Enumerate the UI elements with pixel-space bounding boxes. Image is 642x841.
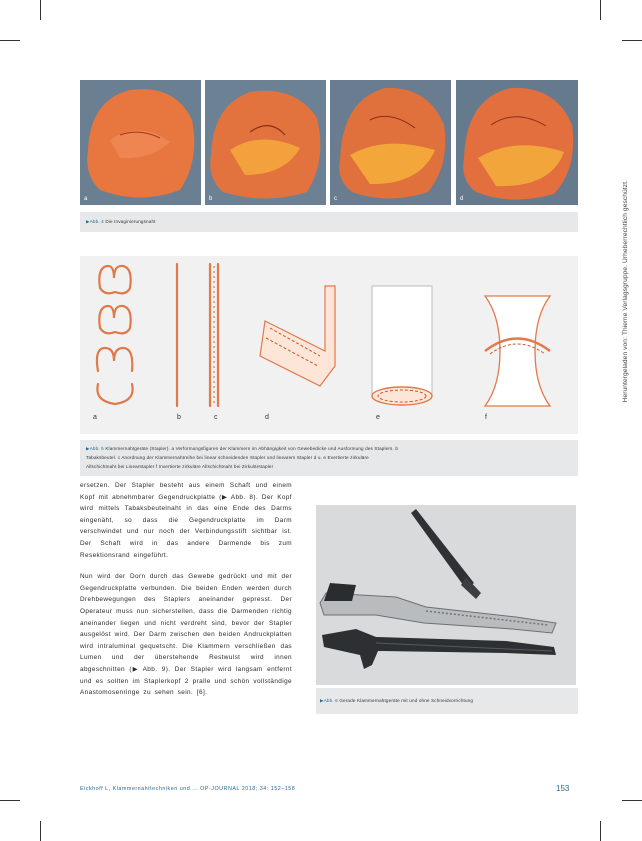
caption-line: ▶Abb. 5 Klammernahtgeräte (Stapler). a Verformungsfiguren der Klammern im Abhängigkeit von Gewebedicke und Ausformung des Staplers. b [86, 446, 399, 451]
figure6-photo [316, 505, 576, 685]
crop-mark [0, 40, 20, 41]
crop-mark [622, 40, 642, 41]
figure4-panel-letter: b [209, 196, 213, 202]
crop-mark [622, 800, 642, 801]
figure6-caption [320, 696, 576, 705]
figure5-illustration [80, 256, 578, 434]
figure5-panel-letter: a [93, 414, 97, 421]
figure5-panel-letter: d [265, 414, 269, 421]
crop-mark [0, 800, 20, 801]
crop-mark [600, 0, 601, 20]
paragraph: Nun wird der Dorn durch das Gewebe gedrückt und mit der Gegendruckplatte verbunden. Die beiden Enden werden durch Drehbewegungen des Staplers aneinander gepresst. Der Operateur muss nun sicherstellen, dass die Darmenden richtig aneinander liegen und nicht verdreht sind, bevor der Stapler ausgelöst wird. Der Darm zwischen den beiden Andruckplatten wird intraluminal gequetscht. Die Klammern verschließen das Lumen und der überstehende Restwulst wird innen abgeschnitten (▶ Abb. 9). Der Stapler wird langsam entfernt und es sollten im Staplerkopf 2 pralle und schön vollständige Anastomosenringe zu sehen sein. [6]. [80, 573, 292, 697]
figure5-panel-letter: c [214, 414, 218, 421]
figure5-panel-letter: b [177, 414, 181, 421]
caption-text: Die Invaginierungsnaht [105, 219, 156, 224]
crop-mark [40, 821, 41, 841]
body-text [80, 480, 292, 709]
figure4-photo-a [80, 80, 201, 205]
paragraph: ersetzen. Der Stapler besteht aus einem Schaft und einem Kopf mit abnehmbarer Gegendruckplatte (▶ Abb. 8). Der Kopf wird mittels Tabaksbeutelnaht in das eine Ende des Darms eingenäht, so dass die Gegendruckplatte im Darm verschwindet und nur noch der Verbindungsstift sichtbar ist. Der Schaft wird in das andere Darmende bis zum Resektionsrand eingeführt. [80, 482, 292, 559]
page-number: 153 [556, 784, 570, 793]
download-notice: Heruntergeladen von: Thieme Verlagsgruppe. Urheberrechtlich geschützt. [622, 180, 629, 403]
crop-mark [40, 0, 41, 20]
caption-label: ▶Abb. 5 [86, 446, 104, 451]
figure4-panel-letter: d [460, 196, 464, 202]
figure5-panel-letter: f [485, 414, 487, 421]
figure4-panel-letter: a [84, 196, 88, 202]
caption-label: ▶Abb. 4 [86, 219, 104, 224]
caption-text: Gerade Klammernahtgeräte mit und ohne Schneidvorrichtung [339, 698, 474, 703]
figure4-caption [86, 217, 156, 226]
figure5-panel-letter: e [376, 414, 380, 421]
crop-mark [600, 821, 601, 841]
caption-line: Allschichtnaht bei Linearstapler f Invertierte zirkuläre Allschichtnaht bei Zirkulärstapler [86, 464, 274, 469]
figure4-photo-d [456, 80, 578, 205]
caption-label: ▶Abb. 6 [320, 698, 338, 703]
figure4-photo-c [330, 80, 451, 205]
footer-citation: Eickhoff L, Klammernahttechniken und ... OP-JOURNAL 2018; 34: 152–158 [80, 786, 296, 792]
figure4-photo-b [205, 80, 326, 205]
caption-line: Tabaksbeutel. c Anordnung der Klammernahtreihe bei linear schneidenden Stapler und linearem Stapler d u. e Evertierte zirkuläre [86, 455, 369, 460]
figure5-caption [86, 444, 574, 471]
figure4-panel-letter: c [334, 196, 337, 202]
